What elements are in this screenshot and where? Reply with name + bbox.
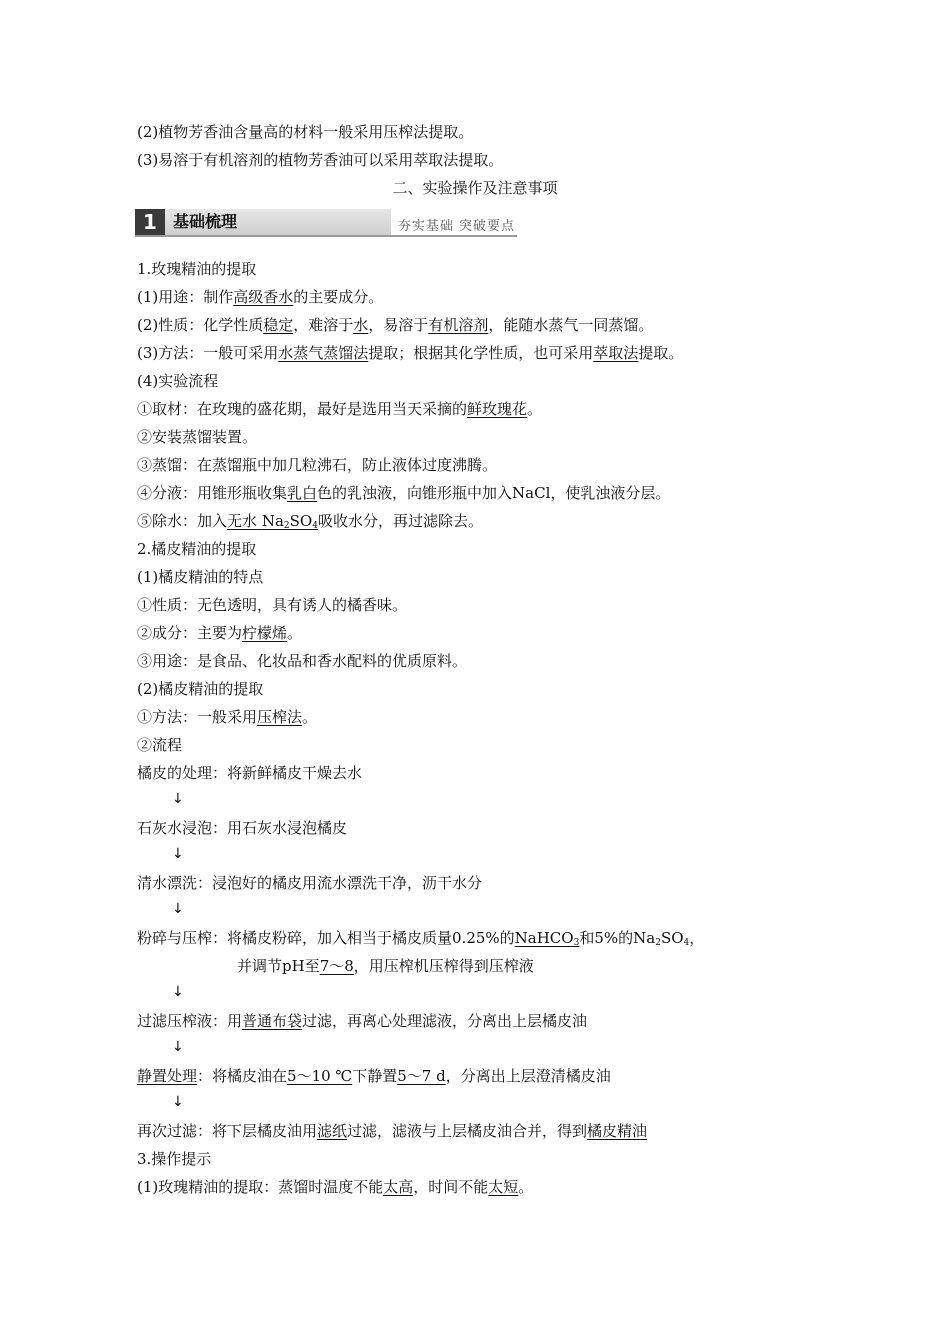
flow-step: 过滤压榨液：用普通布袋过滤，再离心处理滤液，分离出上层橘皮油	[137, 1012, 588, 1030]
text-line: (1)橘皮精油的特点	[137, 568, 264, 586]
text-line: ①方法：一般采用压榨法。	[137, 708, 318, 726]
text-line: (4)实验流程	[137, 372, 219, 390]
flow-step: 石灰水浸泡：用石灰水浸泡橘皮	[137, 819, 348, 837]
heading: 3.操作提示	[137, 1150, 212, 1168]
flow-step: 再次过滤：将下层橘皮油用滤纸过滤，滤液与上层橘皮油合并，得到橘皮精油	[137, 1122, 648, 1140]
text-line: (2)性质：化学性质稳定，难溶于水，易溶于有机溶剂，能随水蒸气一同蒸馏。	[137, 316, 654, 334]
down-arrow-icon: ↓	[172, 791, 184, 807]
text-line: (3)易溶于有机溶剂的植物芳香油可以采用萃取法提取。	[137, 151, 504, 169]
text-line: ③蒸馏：在蒸馏瓶中加几粒沸石，防止液体过度沸腾。	[137, 456, 498, 474]
text-line: ②安装蒸馏装置。	[137, 428, 258, 446]
down-arrow-icon: ↓	[172, 846, 184, 862]
text-line: ①性质：无色透明，具有诱人的橘香味。	[137, 596, 408, 614]
banner-number: 1	[135, 209, 165, 235]
flow-step: 橘皮的处理：将新鲜橘皮干燥去水	[137, 764, 363, 782]
text-line: ①取材：在玫瑰的盛花期，最好是选用当天采摘的鲜玫瑰花。	[137, 400, 543, 418]
section-banner	[135, 209, 517, 237]
flow-step: 静置处理：将橘皮油在5～10 ℃下静置5～7 d，分离出上层澄清橘皮油	[137, 1067, 611, 1085]
down-arrow-icon: ↓	[172, 901, 184, 917]
text-line: ③用途：是食品、化妆品和香水配料的优质原料。	[137, 652, 468, 670]
heading: 2.橘皮精油的提取	[137, 540, 257, 558]
text-line: (2)橘皮精油的提取	[137, 680, 264, 698]
text-line: (3)方法：一般可采用水蒸气蒸馏法提取；根据其化学性质，也可采用萃取法提取。	[137, 344, 684, 362]
text-line: ②成分：主要为柠檬烯。	[137, 624, 303, 642]
down-arrow-icon: ↓	[172, 1039, 184, 1055]
flow-step: 清水漂洗：浸泡好的橘皮用流水漂洗干净，沥干水分	[137, 874, 483, 892]
flow-step-continued: 并调节pH至7～8，用压榨机压榨得到压榨液	[237, 957, 534, 975]
text-line: (2)植物芳香油含量高的材料一般采用压榨法提取。	[137, 123, 474, 141]
text-line: ⑤除水：加入无水 $Na_2SO_4$吸收水分，再过滤除去。	[137, 512, 483, 531]
down-arrow-icon: ↓	[172, 1094, 184, 1110]
text-line: ②流程	[137, 736, 183, 754]
banner-subtitle: 夯实基础 突破要点	[397, 219, 515, 234]
heading: 1.玫瑰精油的提取	[137, 260, 257, 278]
banner-rule	[135, 235, 517, 237]
banner-title: 基础梳理	[165, 209, 391, 235]
text-line: (1)用途：制作高级香水的主要成分。	[137, 288, 384, 306]
down-arrow-icon: ↓	[172, 984, 184, 1000]
text-line: ④分液：用锥形瓶收集乳白色的乳浊液，向锥形瓶中加入NaCl，使乳浊液分层。	[137, 484, 671, 502]
flow-step: 粉碎与压榨：将橘皮粉碎，加入相当于橘皮质量0.25%的NaHCO$_3$和5%的$Na_2SO_4$，	[137, 929, 705, 948]
section-title: 二、实验操作及注意事项	[392, 179, 558, 197]
text-line: (1)玫瑰精油的提取：蒸馏时温度不能太高，时间不能太短。	[137, 1178, 534, 1196]
